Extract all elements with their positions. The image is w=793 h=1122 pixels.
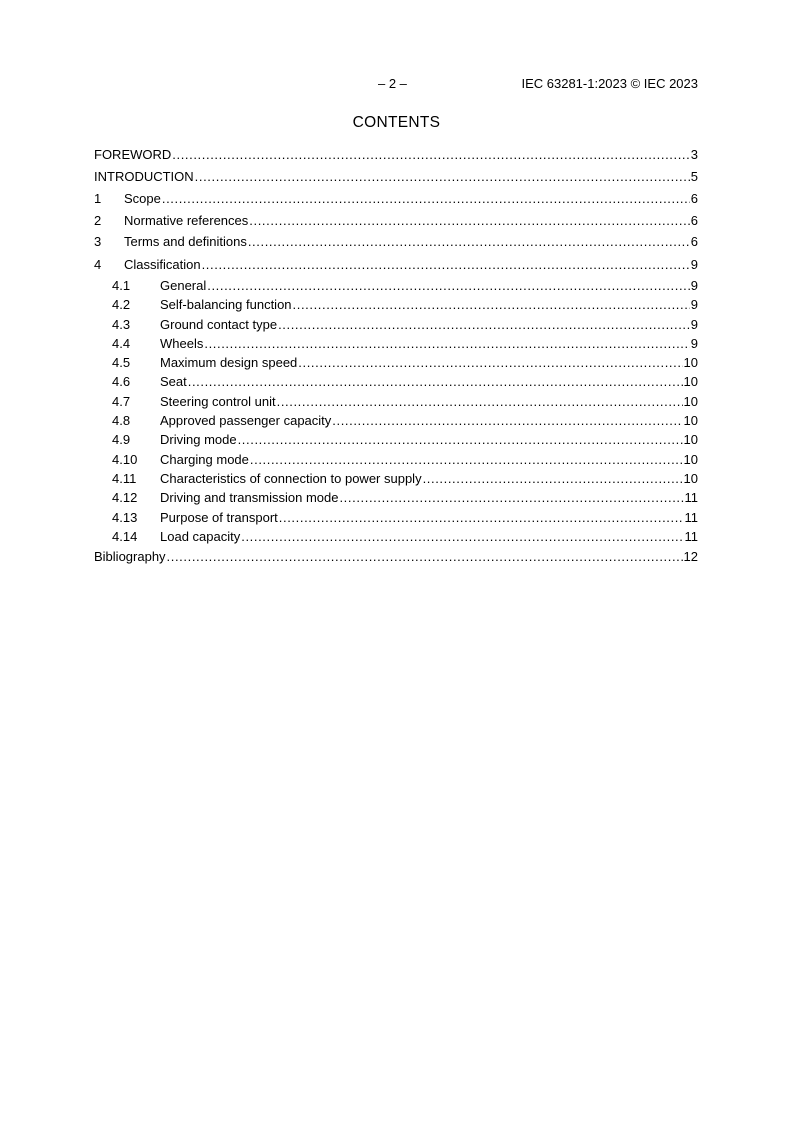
toc-entry[interactable] — [94, 316, 698, 333]
toc-entry[interactable] — [94, 277, 698, 294]
toc-entry[interactable] — [94, 233, 698, 250]
toc-entry-page: 6 — [690, 191, 698, 206]
dot-leader — [195, 168, 690, 185]
toc-entry[interactable] — [94, 548, 698, 565]
toc-entry-page: 10 — [683, 374, 698, 389]
page-number: – 2 – — [378, 76, 407, 91]
toc-entry-label[interactable]: Maximum design speed — [160, 355, 298, 370]
toc-entry-page: 9 — [690, 317, 698, 332]
toc-entry[interactable] — [94, 489, 698, 506]
toc-entry[interactable] — [94, 412, 698, 429]
toc-entry-page: 9 — [690, 278, 698, 293]
dot-leader — [279, 509, 684, 526]
dot-leader — [172, 146, 689, 163]
toc-entry-page: 11 — [684, 510, 698, 525]
toc-entry-page: 10 — [683, 394, 698, 409]
dot-leader — [202, 256, 690, 273]
toc-entry-page: 9 — [690, 257, 698, 272]
toc-entry-label[interactable]: Purpose of transport — [160, 510, 278, 525]
toc-entry-label[interactable]: Steering control unit — [160, 394, 276, 409]
toc-entry-label[interactable]: Driving mode — [160, 432, 237, 447]
toc-entry-label[interactable]: Characteristics of connection to power supply — [160, 471, 422, 486]
toc-entry-number: 4.8 — [112, 413, 131, 428]
toc-entry[interactable] — [94, 256, 698, 273]
toc-entry-label[interactable]: Bibliography — [94, 549, 166, 564]
dot-leader — [207, 277, 690, 294]
dot-leader — [423, 470, 683, 487]
toc-entry[interactable] — [94, 146, 698, 163]
toc-entry[interactable] — [94, 470, 698, 487]
toc-entry-number: 1 — [94, 191, 102, 206]
toc-entry[interactable] — [94, 190, 698, 207]
toc-entry-label[interactable]: Wheels — [160, 336, 204, 351]
toc-entry-label[interactable]: Approved passenger capacity — [160, 413, 332, 428]
toc-entry-page: 11 — [684, 529, 698, 544]
toc-entry-page: 12 — [683, 549, 698, 564]
toc-entry-page: 10 — [683, 355, 698, 370]
toc-entry-page: 10 — [683, 452, 698, 467]
toc-entry-number: 4.6 — [112, 374, 131, 389]
dot-leader — [188, 373, 683, 390]
toc-entry[interactable] — [94, 168, 698, 185]
toc-entry-number: 4.12 — [112, 490, 138, 505]
dot-leader — [248, 233, 690, 250]
toc-entry[interactable] — [94, 335, 698, 352]
toc-entry[interactable] — [94, 296, 698, 313]
toc-entry-page: 9 — [690, 336, 698, 351]
toc-entry-number: 4.11 — [112, 471, 137, 486]
toc-entry[interactable] — [94, 509, 698, 526]
toc-entry-label[interactable]: Driving and transmission mode — [160, 490, 339, 505]
dot-leader — [204, 335, 689, 352]
toc-entry-label[interactable]: Classification — [124, 257, 201, 272]
toc-entry-label[interactable]: General — [160, 278, 207, 293]
dot-leader — [339, 489, 683, 506]
toc-entry-page: 6 — [690, 234, 698, 249]
toc-entry-page: 6 — [690, 213, 698, 228]
toc-entry-number: 4.3 — [112, 317, 131, 332]
document-reference: IEC 63281-1:2023 © IEC 2023 — [521, 76, 698, 91]
dot-leader — [298, 354, 682, 371]
toc-entry-number: 4.7 — [112, 394, 131, 409]
page-header — [94, 76, 698, 94]
dot-leader — [293, 296, 690, 313]
toc-entry-page: 10 — [683, 413, 698, 428]
toc-entry-number: 4.14 — [112, 529, 138, 544]
toc-entry-page: 11 — [684, 490, 698, 505]
toc-entry-label[interactable]: Seat — [160, 374, 187, 389]
toc-entry-label[interactable]: Ground contact type — [160, 317, 278, 332]
toc-entry-label[interactable]: Charging mode — [160, 452, 249, 467]
toc-entry-label[interactable]: Terms and definitions — [124, 234, 247, 249]
toc-entry-number: 3 — [94, 234, 102, 249]
toc-entry-number: 4.2 — [112, 297, 131, 312]
toc-entry-page: 5 — [690, 169, 698, 184]
dot-leader — [277, 393, 683, 410]
toc-entry-page: 10 — [683, 471, 698, 486]
toc-entry-number: 4.5 — [112, 355, 131, 370]
toc-entry-label[interactable]: Self-balancing function — [160, 297, 292, 312]
dot-leader — [238, 431, 683, 448]
dot-leader — [241, 528, 683, 545]
toc-entry-label[interactable]: FOREWORD — [94, 147, 172, 162]
dot-leader — [167, 548, 683, 565]
toc-entry-label[interactable]: Scope — [124, 191, 161, 206]
toc-entry[interactable] — [94, 212, 698, 229]
toc-entry-page: 9 — [690, 297, 698, 312]
toc-entry-number: 4.10 — [112, 452, 138, 467]
toc-entry-label[interactable]: Normative references — [124, 213, 249, 228]
dot-leader — [162, 190, 690, 207]
dot-leader — [249, 212, 689, 229]
toc-entry[interactable] — [94, 373, 698, 390]
toc-entry[interactable] — [94, 354, 698, 371]
dot-leader — [278, 316, 690, 333]
toc-entry[interactable] — [94, 528, 698, 545]
toc-entry[interactable] — [94, 393, 698, 410]
toc-entry-number: 4.4 — [112, 336, 131, 351]
toc-entry-number: 4.13 — [112, 510, 138, 525]
toc-entry-number: 4.9 — [112, 432, 131, 447]
toc-entry[interactable] — [94, 431, 698, 448]
toc-entry-number: 2 — [94, 213, 102, 228]
toc-entry-number: 4 — [94, 257, 102, 272]
contents-title: CONTENTS — [352, 114, 441, 131]
toc-entry-number: 4.1 — [112, 278, 131, 293]
dot-leader — [250, 451, 683, 468]
toc-entry-page: 10 — [683, 432, 698, 447]
toc-entry-page: 3 — [690, 147, 698, 162]
toc-entry-label[interactable]: Load capacity — [160, 529, 241, 544]
toc-entry[interactable] — [94, 451, 698, 468]
dot-leader — [332, 412, 682, 429]
toc-entry-label[interactable]: INTRODUCTION — [94, 169, 194, 184]
